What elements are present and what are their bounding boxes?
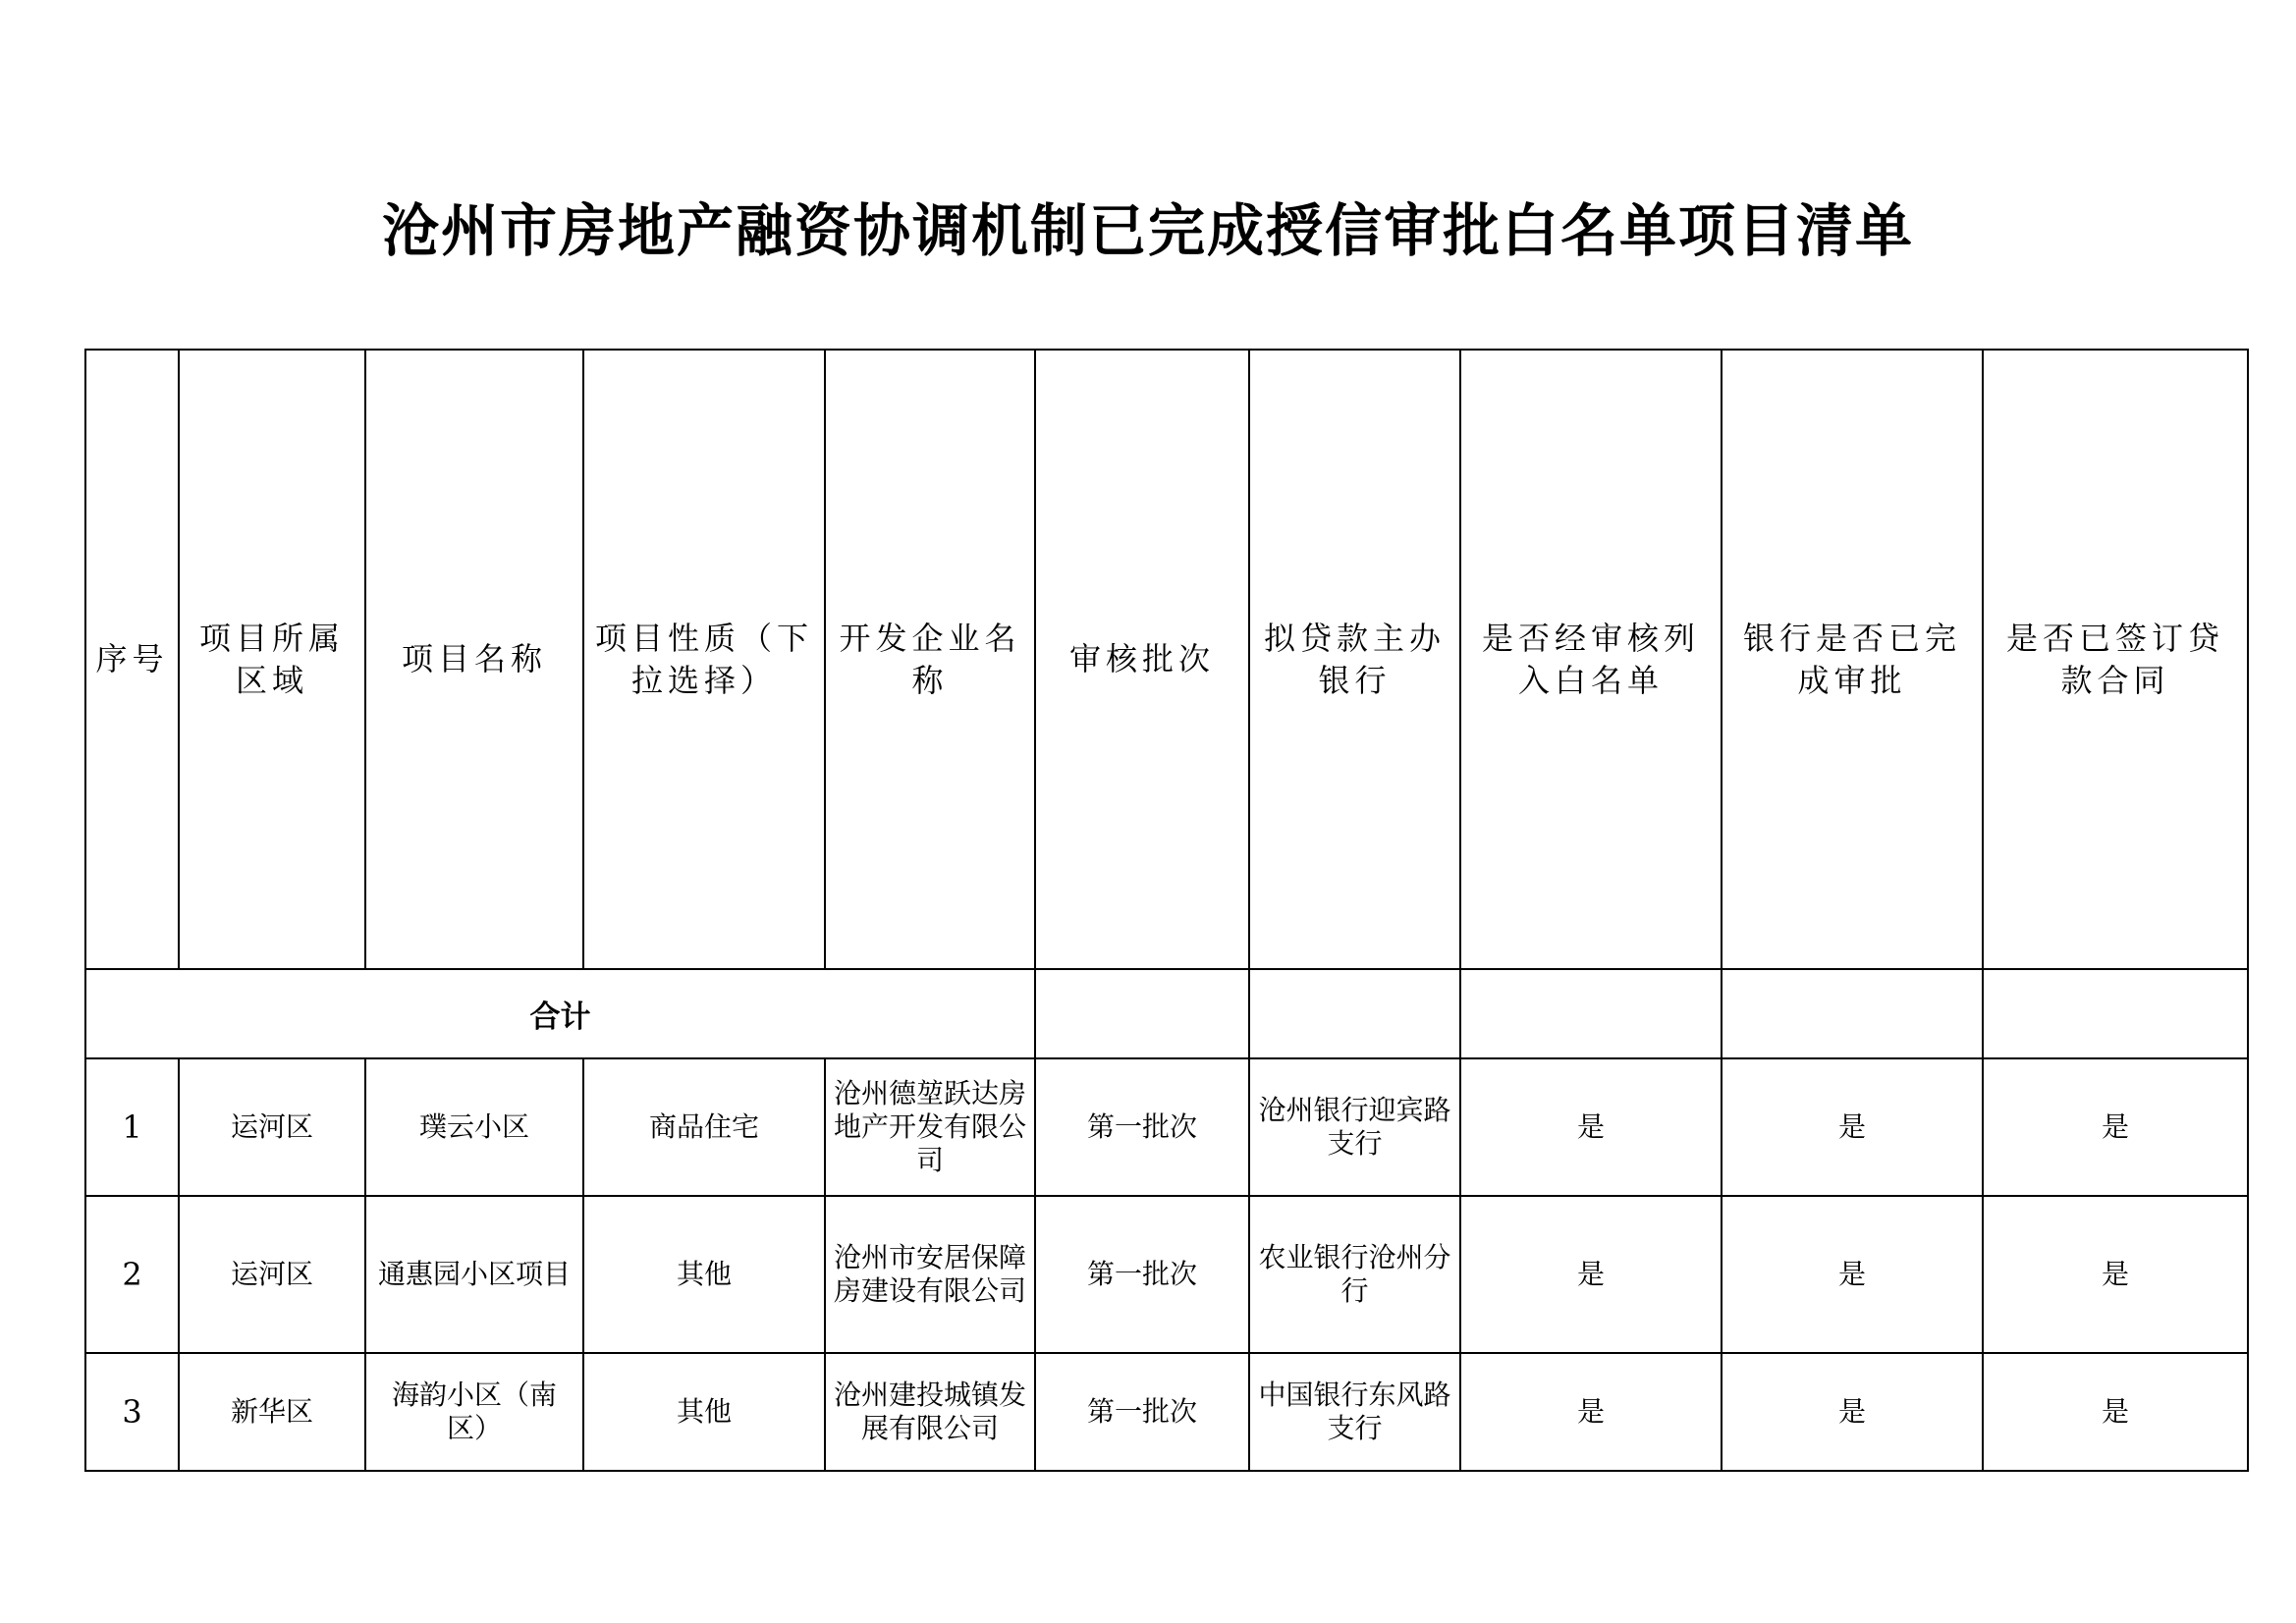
cell-whitelisted: 是: [1460, 1058, 1722, 1196]
whitelist-project-table: [84, 349, 2249, 1472]
header-bank-approved: 银行是否已完成审批: [1722, 350, 1983, 969]
total-row: [85, 969, 2248, 1058]
cell-contract-signed: 是: [1983, 1058, 2248, 1196]
header-seq: 序号: [85, 350, 179, 969]
cell-batch: 第一批次: [1035, 1058, 1249, 1196]
cell-approved: 是: [1722, 1353, 1983, 1471]
header-developer: 开发企业名称: [825, 350, 1035, 969]
table-header-row: [85, 350, 2248, 969]
document-title: 沧州市房地产融资协调机制已完成授信审批白名单项目清单: [381, 197, 1914, 264]
cell-whitelisted: 是: [1460, 1196, 1722, 1353]
cell-region: 运河区: [179, 1196, 365, 1353]
total-cell: [1722, 969, 1983, 1058]
cell-contract-signed: 是: [1983, 1353, 2248, 1471]
header-region: 项目所属区域: [179, 350, 365, 969]
cell-batch: 第一批次: [1035, 1353, 1249, 1471]
cell-contract-signed: 是: [1983, 1196, 2248, 1353]
cell-batch: 第一批次: [1035, 1196, 1249, 1353]
cell-developer: 沧州建投城镇发展有限公司: [825, 1353, 1035, 1471]
header-contract-signed: 是否已签订贷款合同: [1983, 350, 2248, 969]
total-cell: [1249, 969, 1460, 1058]
header-lead-bank: 拟贷款主办银行: [1249, 350, 1460, 969]
cell-bank: 沧州银行迎宾路支行: [1249, 1058, 1460, 1196]
cell-nature: 其他: [583, 1353, 825, 1471]
header-project-nature: 项目性质（下拉选择）: [583, 350, 825, 969]
table-row: [85, 1058, 2248, 1196]
table-row: [85, 1353, 2248, 1471]
cell-bank: 农业银行沧州分行: [1249, 1196, 1460, 1353]
cell-bank: 中国银行东风路支行: [1249, 1353, 1460, 1471]
cell-nature: 其他: [583, 1196, 825, 1353]
header-project-name: 项目名称: [365, 350, 583, 969]
header-review-batch: 审核批次: [1035, 350, 1249, 969]
total-label: 合计: [85, 969, 1035, 1058]
cell-project-name: 海韵小区（南区）: [365, 1353, 583, 1471]
cell-project-name: 璞云小区: [365, 1058, 583, 1196]
cell-approved: 是: [1722, 1196, 1983, 1353]
cell-whitelisted: 是: [1460, 1353, 1722, 1471]
cell-seq: 1: [85, 1058, 179, 1196]
total-cell: [1035, 969, 1249, 1058]
cell-project-name: 通惠园小区项目: [365, 1196, 583, 1353]
cell-nature: 商品住宅: [583, 1058, 825, 1196]
table-row: [85, 1196, 2248, 1353]
cell-approved: 是: [1722, 1058, 1983, 1196]
cell-developer: 沧州德堃跃达房地产开发有限公司: [825, 1058, 1035, 1196]
cell-developer: 沧州市安居保障房建设有限公司: [825, 1196, 1035, 1353]
cell-seq: 3: [85, 1353, 179, 1471]
header-whitelisted: 是否经审核列入白名单: [1460, 350, 1722, 969]
cell-seq: 2: [85, 1196, 179, 1353]
cell-region: 运河区: [179, 1058, 365, 1196]
total-cell: [1460, 969, 1722, 1058]
total-cell: [1983, 969, 2248, 1058]
cell-region: 新华区: [179, 1353, 365, 1471]
